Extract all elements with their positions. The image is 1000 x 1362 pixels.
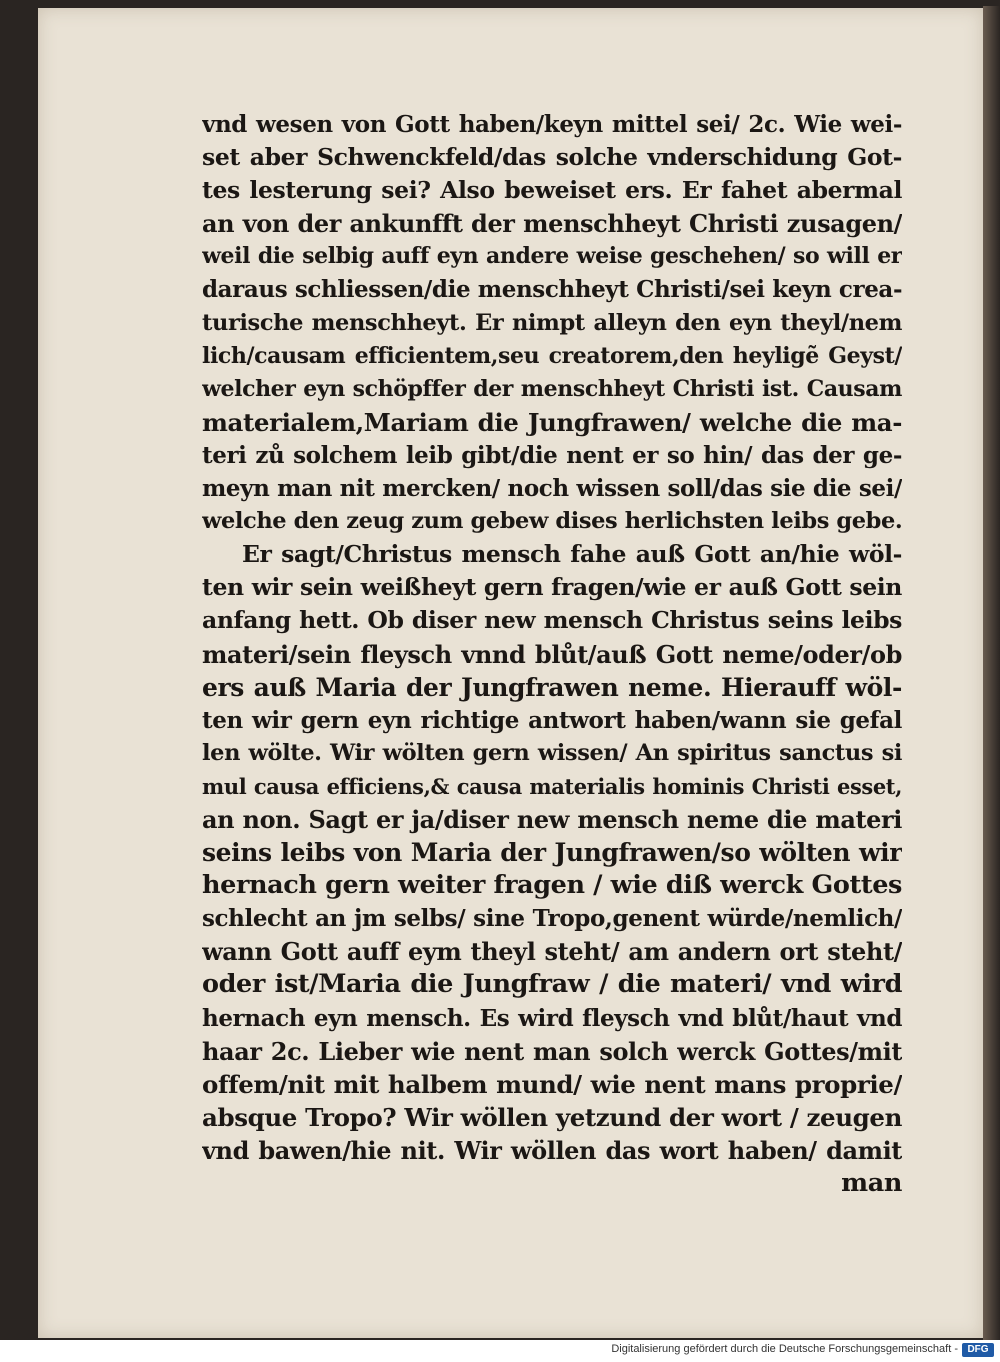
text-line: daraus schliessen/die menschheyt Christi/sei keyn crea- [202, 276, 902, 304]
text-line: vnd bawen/hie nit. Wir wöllen das wort haben/ damit [202, 1135, 902, 1165]
text-line: ten wir sein weißheyt gern fragen/wie er auß Gott sein [202, 573, 902, 602]
text-line: len wölte. Wir wölten gern wissen/ An spiritus sanctus si [202, 739, 902, 766]
text-line: vnd wesen von Gott haben/keyn mittel sei/ 2c. Wie wei- [202, 111, 902, 138]
text-line: hernach gern weiter fragen / wie diß werck Gottes [202, 870, 902, 901]
page-edge [983, 6, 1000, 1340]
text-line: haar 2c. Lieber wie nent man solch werck Gottes/mit [202, 1036, 902, 1066]
text-line: anfang hett. Ob diser new mensch Christus seins leibs [202, 606, 902, 635]
dfg-logo: DFG [962, 1343, 994, 1357]
text-line: mul causa efficiens,& causa materialis hominis Christi esset, [202, 773, 902, 799]
text-line: turische menschheyt. Er nimpt alleyn den eyn theyl/nem [202, 309, 902, 336]
text-line: offem/nit mit halbem mund/ wie nent mans proprie/ [202, 1069, 902, 1099]
text-line: schlecht an jm selbs/ sine Tropo,genent würde/nemlich/ [202, 905, 902, 933]
text-line: Er sagt/Christus mensch fahe auß Gott an/hie wöl- [242, 540, 902, 569]
text-line: lich/causam efficientem,seu creatorem,den heyligẽ Geyst/ [202, 342, 902, 369]
text-line: teri zů solchem leib gibt/die nent er so hin/ das der ge- [202, 441, 902, 469]
text-line: ers auß Maria der Jungfrawen neme. Hierauff wöl- [202, 672, 902, 702]
text-line: meyn man nit mercken/ noch wissen soll/das sie die sei/ [202, 475, 902, 503]
text-line: set aber Schwenckfeld/das solche vnderschidung Got- [202, 143, 902, 172]
text-line: materi/sein fleysch vnnd blůt/auß Gott neme/oder/ob [202, 639, 902, 669]
text-line: seins leibs von Maria der Jungfrawen/so wölten wir [202, 838, 902, 868]
page-text [202, 108, 902, 1200]
funding-credit: Digitalisierung gefördert durch die Deutsche Forschungsgemeinschaft - [611, 1343, 958, 1355]
text-line: ten wir gern eyn richtige antwort haben/wann sie gefal [202, 706, 902, 734]
text-line: an von der ankunfft der menschheyt Christi zusagen/ [202, 209, 902, 239]
text-line: oder ist/Maria die Jungfraw / die materi/ vnd wird [202, 969, 902, 1000]
text-line: absque Tropo? Wir wöllen yetzund der wort / zeugen [202, 1102, 902, 1132]
text-line: weil die selbig auff eyn andere weise geschehen/ so will er [202, 243, 902, 270]
text-line: hernach eyn mensch. Es wird fleysch vnd blůt/haut vnd [202, 1004, 902, 1032]
footer-bar [0, 1340, 1000, 1362]
text-line: welche den zeug zum gebew dises herlichsten leibs gebe. [202, 508, 902, 535]
text-line: wann Gott auff eym theyl steht/ am andern ort steht/ [202, 937, 902, 967]
text-line: welcher eyn schöpffer der menschheyt Christi ist. Causam [202, 375, 902, 402]
text-line: materialem,Mariam die Jungfrawen/ welche die ma- [202, 407, 902, 437]
text-line: an non. Sagt er ja/diser new mensch neme die materi [202, 804, 902, 834]
text-line: tes lesterung sei? Also beweiset ers. Er fahet abermal [202, 176, 902, 205]
catchword: man [841, 1168, 902, 1198]
